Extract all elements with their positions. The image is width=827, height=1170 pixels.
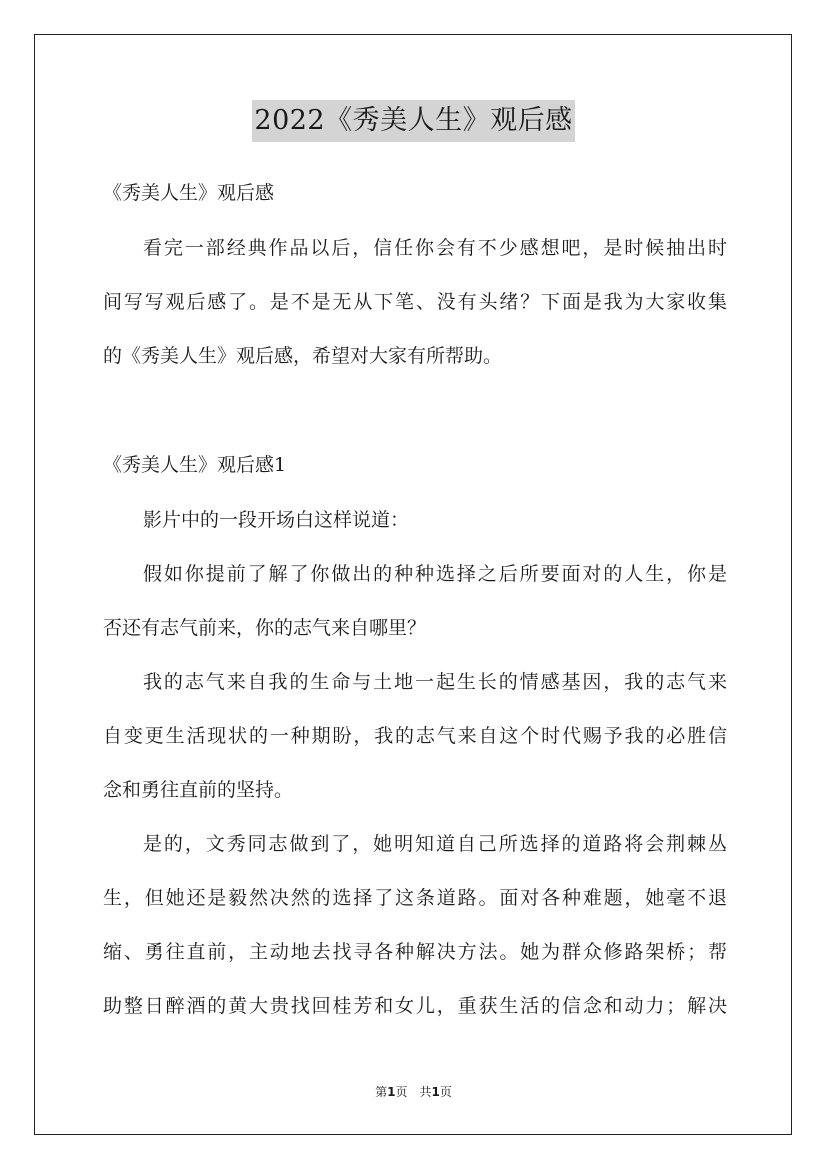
page-current: 1 [387,1085,396,1099]
page-total: 1 [431,1085,440,1099]
page-number-footer [0,1084,827,1100]
page-suffix: 页 [439,1085,452,1099]
intro-line: 间写写观后感了。是不是无从下笔、没有头绪？下面是我为大家收集 [103,291,727,313]
body-line: 影片中的一段开场白这样说道： [143,509,410,531]
body-line: 生，但她还是毅然决然的选择了这条道路。面对各种难题，她毫不退 [103,887,727,909]
title-container [0,100,827,142]
body-line: 缩、勇往直前，主动地去找寻各种解决方法。她为群众修路架桥；帮 [103,941,727,963]
body-line: 是的，文秀同志做到了，她明知道自己所选择的道路将会荆棘丛 [143,833,727,855]
body-line: 自变更生活现状的一种期盼，我的志气来自这个时代赐予我的必胜信 [103,725,727,747]
body-line: 助整日醉酒的黄大贵找回桂芳和女儿，重获生活的信念和动力；解决 [103,995,727,1017]
page-prefix: 第 [375,1085,388,1099]
body-line: 我的志气来自我的生命与土地一起生长的情感基因，我的志气来 [143,671,727,693]
document-title: 2022《秀美人生》观后感 [252,100,574,142]
body-line: 假如你提前了解了你做出的种种选择之后所要面对的人生，你是 [143,563,727,585]
intro-line: 看完一部经典作品以后，信任你会有不少感想吧，是时候抽出时 [143,237,727,259]
body-line: 念和勇往直前的坚持。 [103,779,294,801]
intro-line: 的《秀美人生》观后感，希望对大家有所帮助。 [103,345,503,367]
subtitle: 《秀美人生》观后感 [103,182,275,204]
section-heading: 《秀美人生》观后感1 [103,454,287,476]
page-mid: 页 共 [395,1085,432,1099]
body-line: 否还有志气前来，你的志气来自哪里？ [103,617,427,639]
